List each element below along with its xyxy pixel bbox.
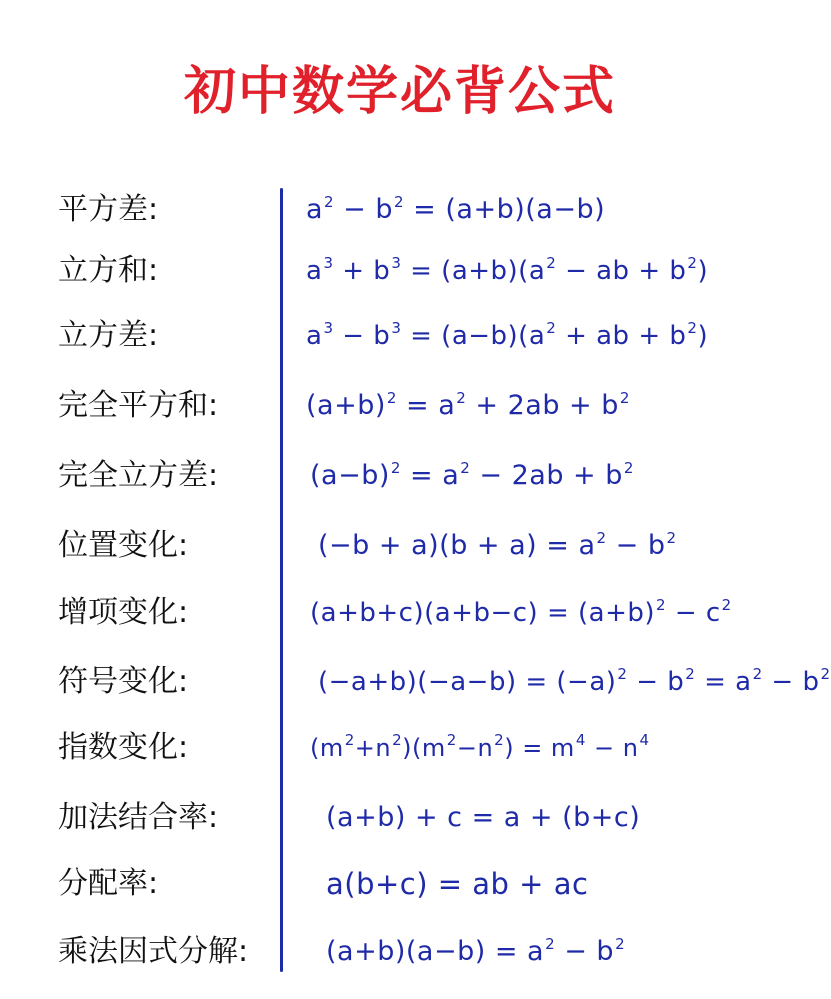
formula-expression: $a^3 + b^3 = (a+b)(a^2$ − ab + $b^2$) [306, 254, 709, 286]
formula-expression: $(a+b+c)(a+b-c) = (a+b)^2 - c^2$ [310, 596, 732, 628]
formula-label: 符号变化: [58, 664, 189, 699]
formula-expression: $(a+b)(a-b) = a^2 - b^2$ [326, 935, 626, 967]
formula-row [0, 241, 800, 301]
formula-row [0, 376, 800, 436]
formula-label: 完全立方差: [58, 458, 219, 493]
formula-row [0, 652, 831, 712]
formula-row [0, 516, 800, 576]
formula-label: 立方和: [58, 253, 159, 288]
formula-label: 乘法因式分解: [58, 934, 249, 969]
formula-row [0, 854, 800, 914]
formula-label: 指数变化: [58, 730, 189, 765]
formula-row [0, 306, 800, 366]
formula-label: 平方差: [58, 192, 159, 227]
page-title: 初中数学必背公式 [183, 62, 616, 122]
formula-expression: (a+b) + c = a + (b+c) [326, 802, 641, 833]
formula-row [0, 922, 800, 982]
formula-expression: $(a-b)^2 = a^2 - 2ab + b^2$ [310, 459, 634, 491]
formula-row [0, 180, 800, 240]
formula-expression: $a^3 - b^3 = (a-b)(a^2$ + ab + $b^2$) [306, 319, 709, 351]
formula-label: 分配率: [58, 866, 159, 901]
formula-row [0, 583, 800, 643]
formula-expression: a(b+c) = ab + ac [326, 867, 589, 901]
formula-label: 完全平方和: [58, 388, 219, 423]
formula-label: 位置变化: [58, 528, 189, 563]
formula-expression: $(m^2+n^2)(m^2-n^2) = m^4 - n^4$ [310, 731, 650, 762]
formula-expression: $(-b + a)(b + a) = a^2 - b^2$ [318, 529, 677, 561]
formula-expression: $a^2 - b^2 = (a+b)(a-b)$ [306, 193, 606, 225]
formula-expression: $(-a+b)(-a-b) = (-a)^2 - b^2 = a^2 - b^2$ [318, 665, 831, 697]
formula-expression: $(a+b)^2 = a^2 + 2ab + b^2$ [306, 389, 630, 421]
formula-row [0, 446, 800, 506]
formula-label: 立方差: [58, 318, 159, 353]
formula-label: 增项变化: [58, 595, 189, 630]
formula-row [0, 788, 800, 848]
formula-row [0, 718, 800, 778]
formula-label: 加法结合率: [58, 800, 219, 835]
